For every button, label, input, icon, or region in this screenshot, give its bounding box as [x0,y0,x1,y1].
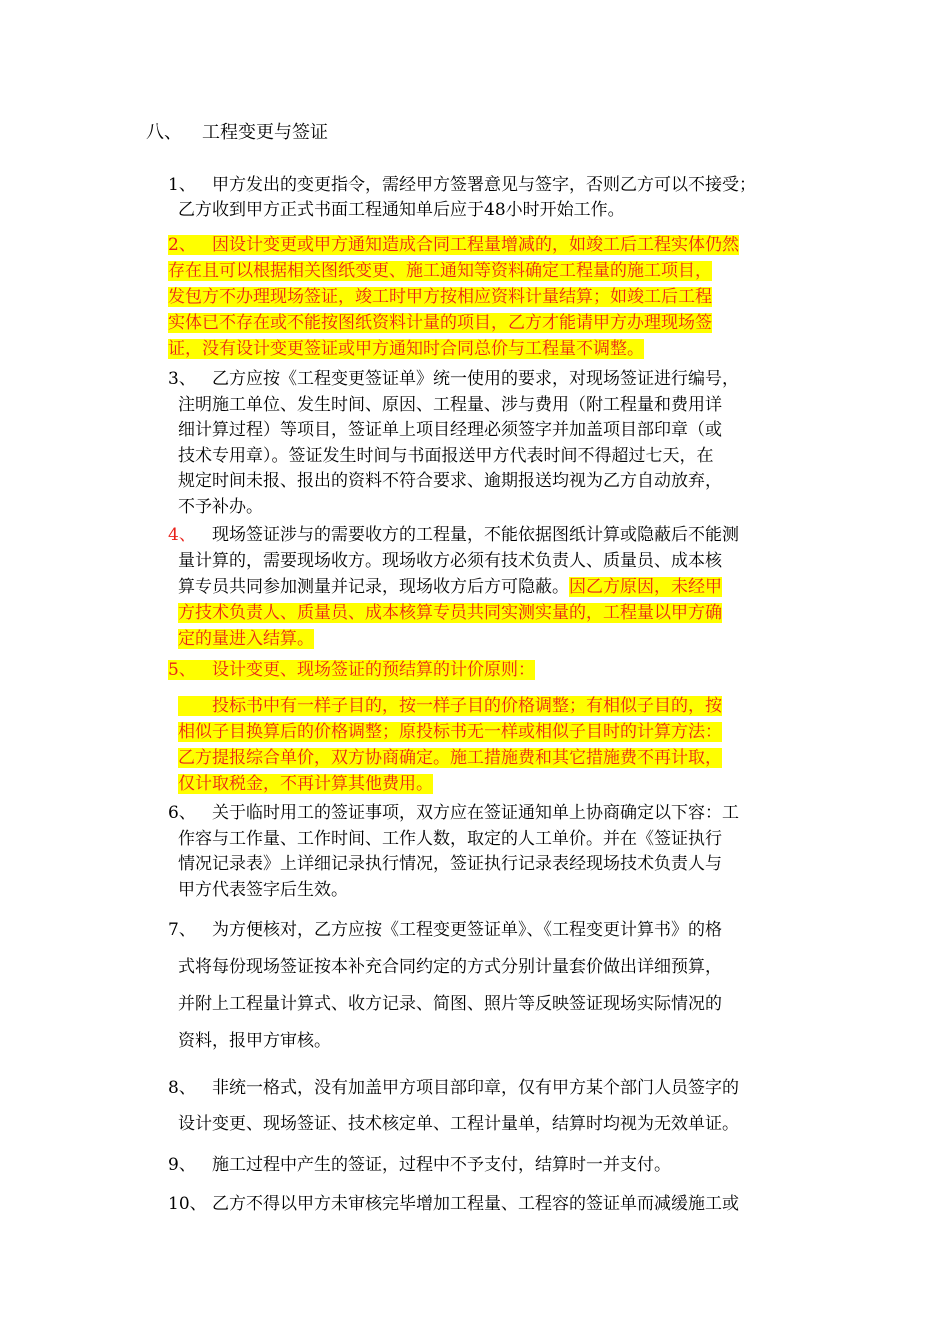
clause-10 [168,1191,816,1217]
clause-text: 注明施工单位、发生时间、原因、工程量、涉与费用（附工程量和费用详 [178,394,722,415]
clause-2 [168,232,816,362]
clause-text: 乙方不得以甲方未审核完毕增加工程量、工程容的签证单而减缓施工或 [212,1194,739,1214]
clause-text: 算专员共同参加测量并记录，现场收方后方可隐蔽。 [178,577,569,597]
clause-number: 5、 [168,660,196,680]
clause-number: 7、 [168,920,196,940]
clause-5 [168,657,816,683]
clause-text: 甲方代表签字后生效。 [178,879,348,900]
clause-text: 不予补办。 [178,496,263,517]
clause-text: 实体已不存在或不能按图纸资料计量的项目，乙方才能请甲方办理现场签 [168,313,712,333]
clause-text: 因设计变更或甲方通知造成合同工程量增减的，如竣工后工程实体仍然 [212,235,739,255]
clause-text: 设计变更、现场签证的预结算的计价原则： [212,660,535,680]
clause-text: 证，没有设计变更签证或甲方通知时合同总价与工程量不调整。 [168,339,644,359]
clause-text: 量计算的，需要现场收方。现场收方必须有技术负责人、质量员、成本核 [178,551,722,571]
clause-4 [168,522,816,652]
clause-text: 资料，报甲方审核。 [178,1031,331,1051]
clause-number: 6、 [168,803,196,823]
clause-text: 技术专用章）。签证发生时间与书面报送甲方代表时间不得超过七天，在 [178,445,714,466]
clause-text: 为方便核对，乙方应按《工程变更签证单》、《工程变更计算书》的格 [212,920,722,940]
clause-9 [168,1152,816,1178]
clause-text: 细计算过程）等项目，签证单上项目经理必须签字并加盖项目部印章（或 [178,420,722,440]
clause-text: 作容与工作量、工作时间、工作人数，取定的人工单价。并在《签证执行 [178,828,722,849]
clause-text: 仅计取税金，不再计算其他费用。 [178,774,433,794]
clause-text: 情况记录表》上详细记录执行情况，签证执行记录表经现场技术负责人与 [178,854,722,874]
clause-text: 相似子目换算后的价格调整；原投标书无一样或相似子目时的计算方法： [178,722,722,742]
clause-1 [168,173,816,223]
clause-text: 发包方不办理现场签证，竣工时甲方按相应资料计量结算；如竣工后工程 [168,287,712,307]
clause-text-highlighted: 方技术负责人、质量员、成本核算专员共同实测实量的，工程量以甲方确 [178,603,722,623]
clause-5-body [168,693,816,797]
section-title: 工程变更与签证 [202,122,328,143]
clause-text: 规定时间未报、报出的资料不符合要求、逾期报送均视为乙方自动放弃， [178,471,722,491]
clause-8 [168,1070,816,1142]
clause-number: 2、 [168,235,196,255]
clause-text: 乙方应按《工程变更签证单》统一使用的要求，对现场签证进行编号， [212,369,739,389]
clause-number: 3、 [168,369,196,389]
clause-text: 乙方提报综合单价，双方协商确定。施工措施费和其它措施费不再计取， [178,748,722,768]
clause-number: 9、 [168,1155,196,1175]
clause-number: 4、 [168,525,196,545]
clause-text: 并附上工程量计算式、收方记录、简图、照片等反映签证现场实际情况的 [178,994,722,1014]
clause-text-highlighted: 定的量进入结算。 [178,629,314,649]
clause-text: 现场签证涉与的需要收方的工程量，不能依据图纸计算或隐蔽后不能测 [212,525,739,545]
clause-text: 施工过程中产生的签证，过程中不予支付，结算时一并支付。 [212,1155,671,1175]
clause-3 [168,367,816,520]
clause-7 [168,912,816,1060]
clause-number: 1、 [168,175,196,195]
clause-number: 8、 [168,1078,196,1098]
clause-text: 式将每份现场签证按本补充合同约定的方式分别计量套价做出详细预算， [178,957,722,977]
clause-number: 10、 [168,1194,207,1214]
clause-6 [168,801,816,903]
clause-text: 甲方发出的变更指令，需经甲方签署意见与签字，否则乙方可以不接受； [212,175,756,195]
clause-text: 关于临时用工的签证事项，双方应在签证通知单上协商确定以下容：工 [212,803,739,823]
section-heading [146,121,328,145]
clause-text: 非统一格式，没有加盖甲方项目部印章，仅有甲方某个部门人员签字的 [212,1078,739,1098]
clause-text: 存在且可以根据相关图纸变更、施工通知等资料确定工程量的施工项目， [168,261,712,281]
clause-text: 乙方收到甲方正式书面工程通知单后应于48小时开始工作。 [178,200,625,220]
section-number: 八、 [146,122,182,143]
clause-text-highlighted: 因乙方原因，未经甲 [569,577,722,597]
clause-text: 投标书中有一样子目的，按一样子目的价格调整；有相似子目的，按 [178,696,722,716]
clause-text: 设计变更、现场签证、技术核定单、工程计量单，结算时均视为无效单证。 [178,1114,739,1134]
